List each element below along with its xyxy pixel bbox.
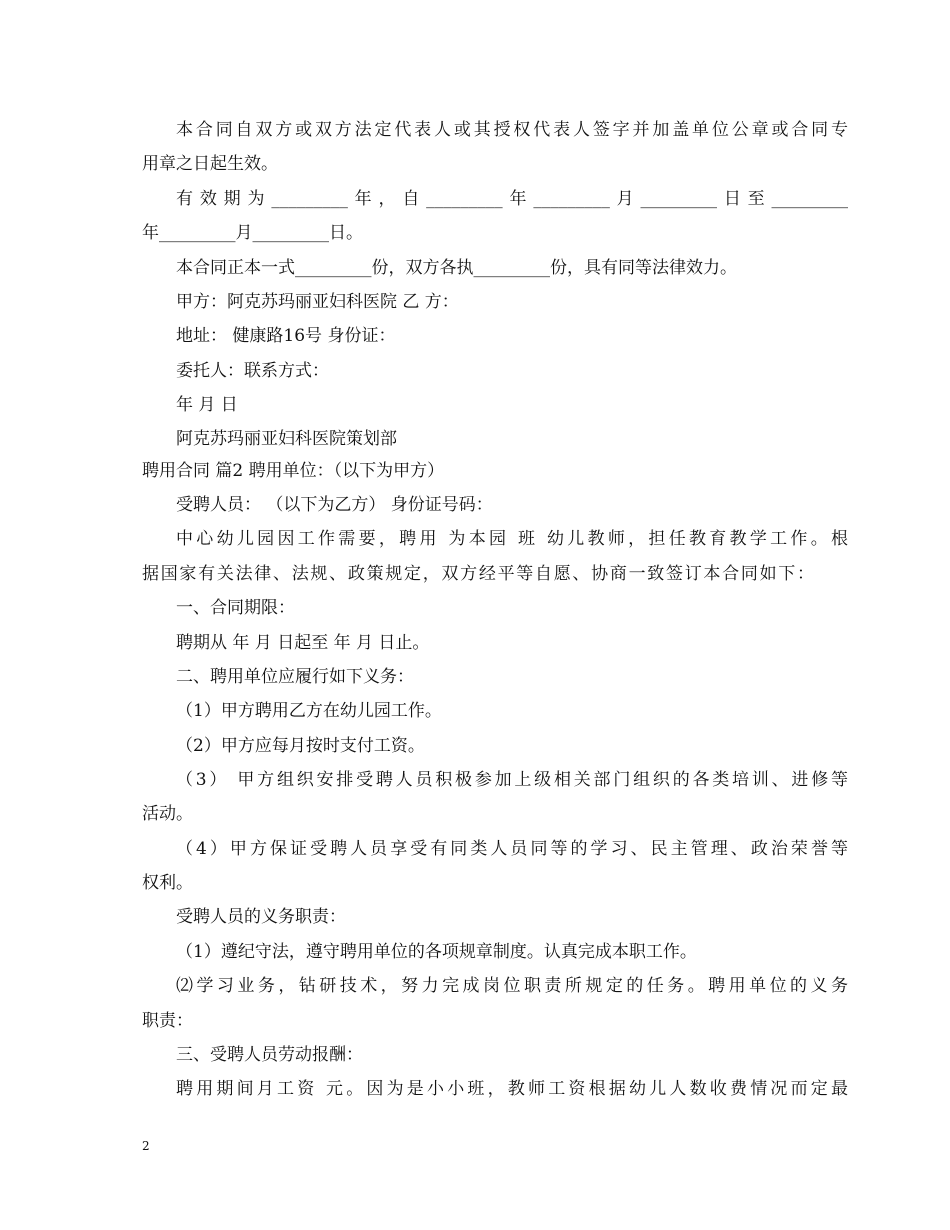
text-line: 三、受聘人员劳动报酬： bbox=[176, 1045, 363, 1065]
text-line: 聘用期间月工资 元。因为是小小班，教师工资根据幼儿人数收费情况而定最 bbox=[176, 1079, 848, 1099]
text-line: 地址： 健康路16号 身份证： bbox=[176, 326, 396, 346]
text-line: 活动。 bbox=[142, 804, 193, 824]
text-line: 受聘人员的义务职责： bbox=[176, 907, 346, 927]
text-line: 本合同自双方或双方法定代表人或其授权代表人签字并加盖单位公章或合同专 bbox=[176, 120, 848, 140]
text-line: （1）甲方聘用乙方在幼儿园工作。 bbox=[176, 701, 442, 721]
text-line: 据国家有关法律、法规、政策规定，双方经平等自愿、协商一致签订本合同如下： bbox=[142, 564, 814, 584]
text-line: 甲方：阿克苏玛丽亚妇科医院 乙 方： bbox=[176, 292, 459, 312]
text-line: 一、合同期限： bbox=[176, 598, 295, 618]
text-line: 职责： bbox=[142, 1011, 193, 1031]
text-line: 年 月 日 bbox=[176, 395, 238, 415]
section-heading: 聘用合同 篇2 聘用单位：（以下为甲方） bbox=[142, 461, 445, 481]
text-line: 二、聘用单位应履行如下义务： bbox=[176, 667, 414, 687]
text-line: 阿克苏玛丽亚妇科医院策划部 bbox=[176, 429, 397, 449]
text-line: 受聘人员： （以下为乙方） 身份证号码： bbox=[176, 495, 493, 515]
text-line: （4）甲方保证受聘人员享受有同类人员同等的学习、民主管理、政治荣誉等 bbox=[176, 839, 848, 859]
text-line: 委托人：联系方式： bbox=[176, 361, 329, 381]
text-line: 有效期为_________年，自_________年_________月_________日至_________ bbox=[176, 189, 848, 209]
text-line: 用章之日起生效。 bbox=[142, 154, 278, 174]
text-line: 年_________月_________日。 bbox=[142, 223, 363, 243]
text-line: 中心幼儿园因工作需要，聘用 为本园 班 幼儿教师，担任教育教学工作。根 bbox=[176, 529, 848, 549]
text-line: （2）甲方应每月按时支付工资。 bbox=[176, 736, 425, 756]
text-line: 本合同正本一式_________份，双方各执_________份，具有同等法律效力。 bbox=[176, 258, 737, 278]
text-line: （1）遵纪守法，遵守聘用单位的各项规章制度。认真完成本职工作。 bbox=[176, 942, 697, 962]
text-line: ⑵学习业务，钻研技术，努力完成岗位职责所规定的任务。聘用单位的义务 bbox=[176, 976, 848, 996]
page-number: 2 bbox=[142, 1139, 150, 1153]
text-line: （3） 甲方组织安排受聘人员积极参加上级相关部门组织的各类培训、进修等 bbox=[176, 770, 848, 790]
text-line: 权利。 bbox=[142, 873, 193, 893]
text-line: 聘期从 年 月 日起至 年 月 日止。 bbox=[176, 633, 430, 653]
